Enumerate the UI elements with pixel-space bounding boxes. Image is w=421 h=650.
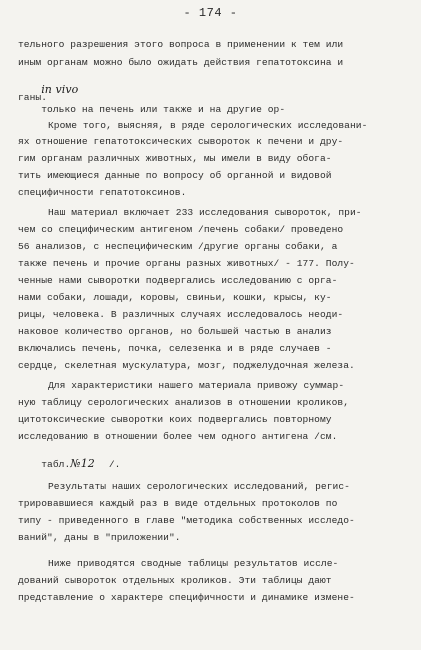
text-line: иным органам можно было ожидать действия гепатотоксина и (18, 57, 344, 68)
text-line: тить имеющиеся данные по вопросу об органной и видовой (18, 170, 332, 181)
text-line: типу - приведенного в главе "методика собственных исследо- (18, 515, 355, 526)
text-line: трировавшиеся каждый раз в виде отдельных протоколов по (18, 498, 338, 509)
text-line: Кроме того, выясняя, в ряде серологических исследовани- (48, 120, 368, 131)
text-line: специфичности гепатотоксинов. (18, 187, 187, 198)
text-line: Для характеристики нашего материала привожу суммар- (48, 380, 345, 391)
text-line: чем со специфическим антигеном /печень собаки/ проведено (18, 224, 344, 235)
text-line: дований сывороток отдельных кроликов. Эти таблицы дают (18, 575, 332, 586)
text-line: наковое количество органов, но большей частью в анализ (18, 326, 332, 337)
text-line: тельного разрешения этого вопроса в применении к тем или (18, 39, 344, 50)
text-line-rest: только на печень или также и на другие ор- (41, 103, 286, 115)
text-line: Результаты наших серологических исследований, регис- (48, 481, 350, 492)
italic-phrase: in vivo (41, 82, 79, 96)
page-number: - 174 - (183, 6, 238, 20)
text-line: цитотоксические сыворотки коих подвергались повторному (18, 414, 332, 425)
text-line: 56 анализов, с неспецифическим /другие органы собаки, а (18, 241, 338, 252)
text-line (18, 74, 285, 124)
text-line: исследованию в отношении более чем одного антигена /см. (18, 431, 338, 442)
table-ref-suffix: /. (108, 458, 121, 470)
text-line: также печень и прочие органы разных животных/ - 177. Полу- (18, 258, 355, 269)
text-line: нами собаки, лошади, коровы, свиньи, кошки, крысы, ку- (18, 292, 332, 303)
text-line: ганы. (18, 92, 48, 103)
text-line: включались печень, почка, селезенка и в ряде случаев - (18, 343, 332, 354)
table-ref-prefix: табл. (41, 458, 71, 470)
handwritten-table-number: №12 (70, 456, 95, 470)
text-line: представление о характере специфичности и динамике измене- (18, 592, 355, 603)
text-line: гим органам различных животных, мы имели в виду обога- (18, 153, 332, 164)
text-line: сердце, скелетная мускулатура, мозг, поджелудочная железа. (18, 360, 355, 371)
text-line: рицы, человека. В различных случаях исследовалось неоди- (18, 309, 344, 320)
text-line: ваний", даны в "приложении". (18, 532, 181, 543)
text-line: ях отношение гепатотоксических сывороток к печени и дру- (18, 136, 344, 147)
text-line: ченные нами сыворотки подвергались исследованию с орга- (18, 275, 338, 286)
text-line: ную таблицу серологических анализов в отношении кроликов, (18, 397, 350, 408)
text-line: Наш материал включает 233 исследования сывороток, при- (48, 207, 362, 218)
text-line: Ниже приводятся сводные таблицы результатов иссле- (48, 558, 339, 569)
text-line (18, 448, 120, 479)
